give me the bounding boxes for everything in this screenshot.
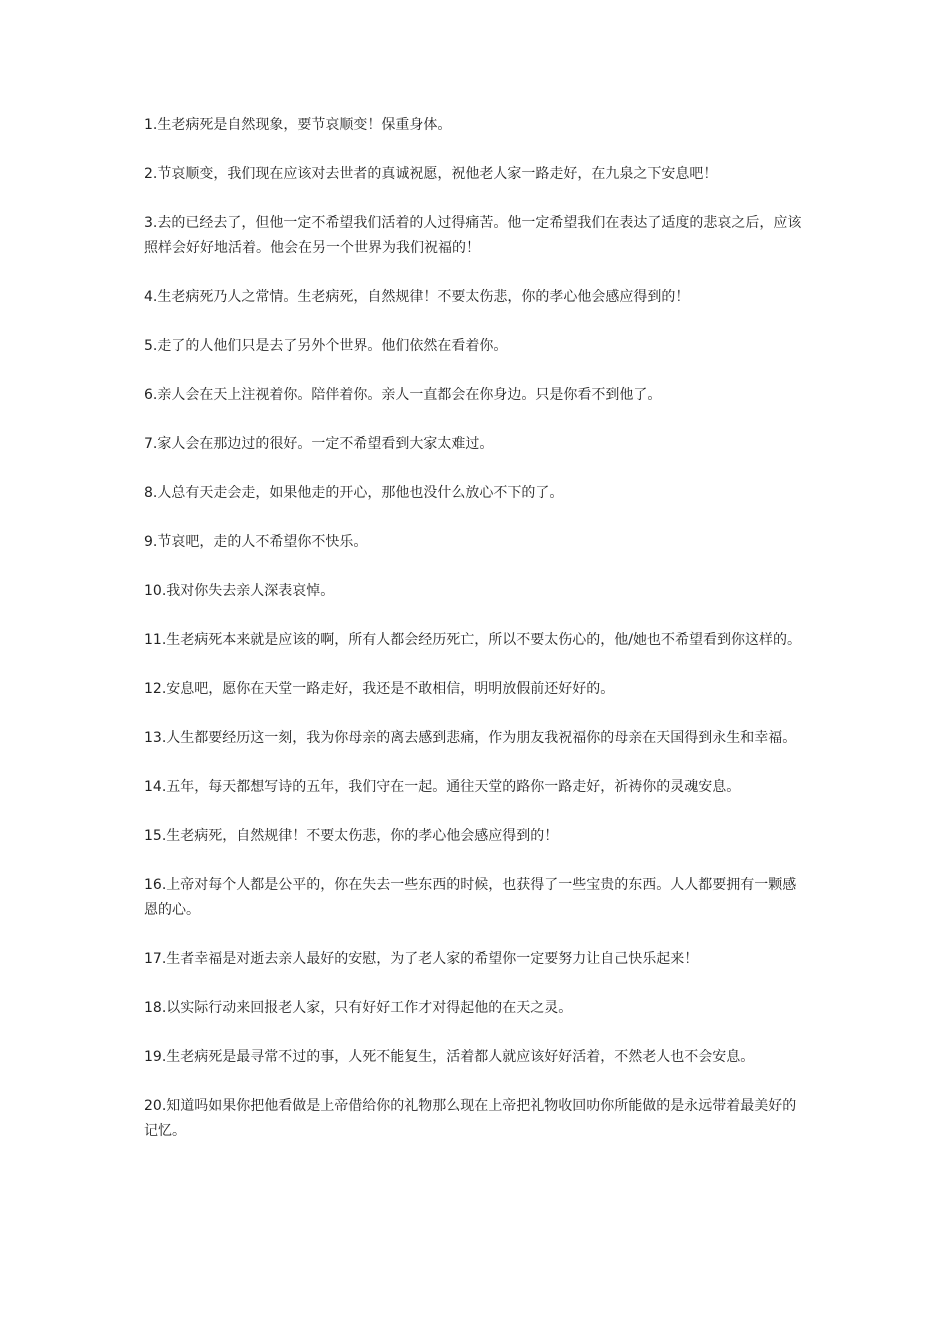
list-item: 20.知道吗如果你把他看做是上帝借给你的礼物那么现在上帝把礼物收回叻你所能做的是永远带着最美好的记忆。 [144, 1098, 797, 1139]
list-item: 13.人生都要经历这一刻，我为你母亲的离去感到悲痛，作为朋友我祝福你的母亲在天国得到永生和幸福。 [144, 730, 797, 746]
list-item: 11.生老病死本来就是应该的啊，所有人都会经历死亡，所以不要太伤心的，他/她也不希望看到你这样的。 [144, 632, 801, 648]
list-item: 15.生老病死，自然规律！不要太伤悲，你的孝心他会感应得到的！ [144, 828, 559, 844]
document-body [144, 113, 808, 1168]
list-item: 17.生者幸福是对逝去亲人最好的安慰，为了老人家的希望你一定要努力让自己快乐起来！ [144, 951, 699, 967]
list-item: 6.亲人会在天上注视着你。陪伴着你。亲人一直都会在你身边。只是你看不到他了。 [144, 387, 662, 403]
list-item: 7.家人会在那边过的很好。一定不希望看到大家太难过。 [144, 436, 494, 452]
list-item: 4.生老病死乃人之常情。生老病死，自然规律！不要太伤悲，你的孝心他会感应得到的！ [144, 289, 690, 305]
list-item: 8.人总有天走会走，如果他走的开心，那他也没什么放心不下的了。 [144, 485, 564, 501]
list-item: 10.我对你失去亲人深表哀悼。 [144, 583, 335, 599]
list-item: 2.节哀顺变，我们现在应该对去世者的真诚祝愿，祝他老人家一路走好，在九泉之下安息吧！ [144, 166, 718, 182]
list-item: 16.上帝对每个人都是公平的，你在失去一些东西的时候，也获得了一些宝贵的东西。人人都要拥有一颗感恩的心。 [144, 877, 797, 918]
list-item: 1.生老病死是自然现象，要节哀顺变！保重身体。 [144, 117, 452, 133]
list-item: 3.去的已经去了，但他一定不希望我们活着的人过得痛苦。他一定希望我们在表达了适度的悲哀之后，应该照样会好好地活着。他会在另一个世界为我们祝福的！ [144, 215, 802, 256]
list-item: 5.走了的人他们只是去了另外个世界。他们依然在看着你。 [144, 338, 508, 354]
list-item: 9.节哀吧，走的人不希望你不快乐。 [144, 534, 368, 550]
list-item: 14.五年，每天都想写诗的五年，我们守在一起。通往天堂的路你一路走好，祈祷你的灵魂安息。 [144, 779, 741, 795]
list-item: 12.安息吧，愿你在天堂一路走好，我还是不敢相信，明明放假前还好好的。 [144, 681, 615, 697]
list-item: 18.以实际行动来回报老人家，只有好好工作才对得起他的在天之灵。 [144, 1000, 573, 1016]
list-item: 19.生老病死是最寻常不过的事，人死不能复生，活着都人就应该好好活着，不然老人也不会安息。 [144, 1049, 755, 1065]
